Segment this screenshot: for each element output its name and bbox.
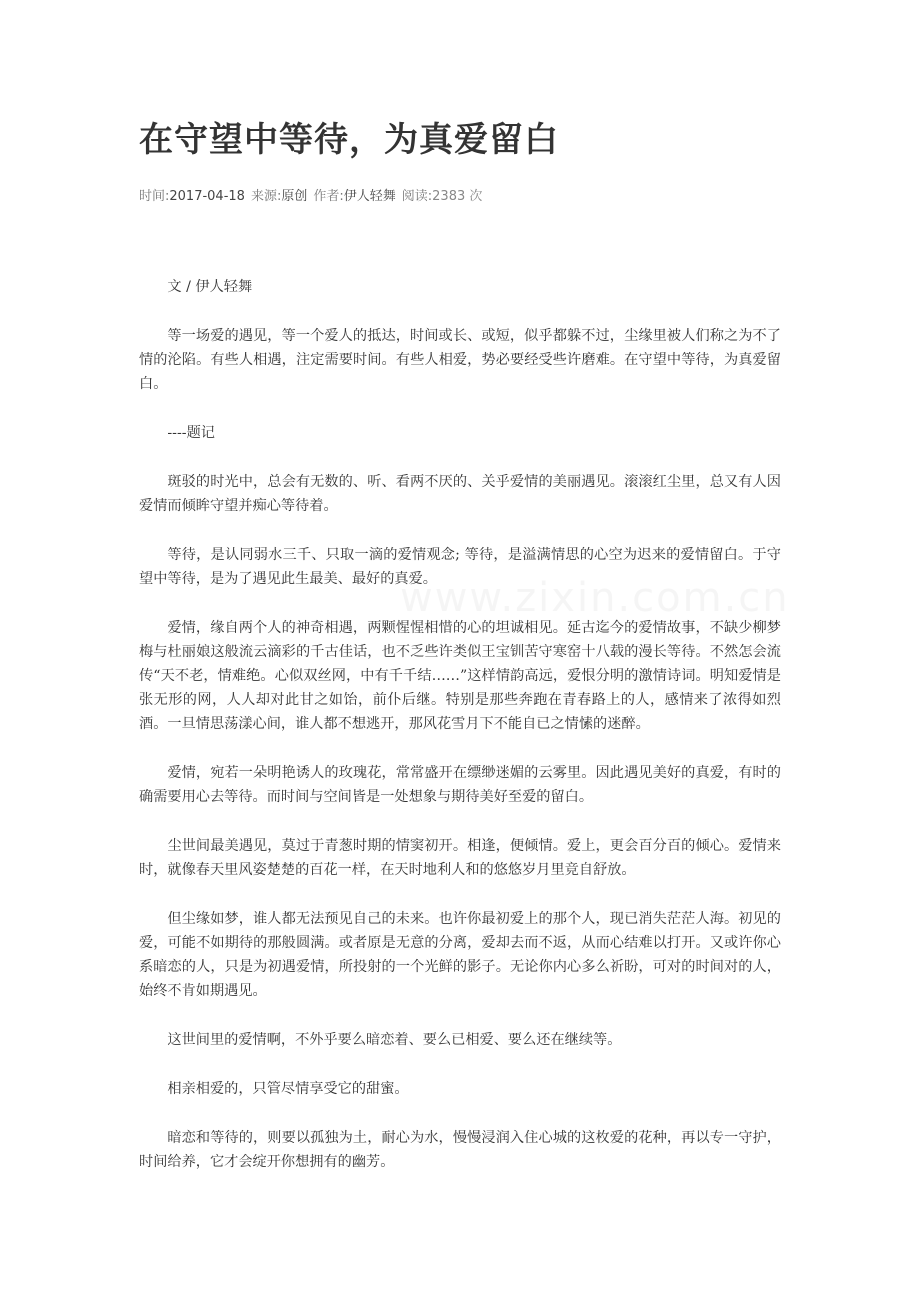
paragraph: 斑驳的时光中，总会有无数的、听、看两不厌的、关乎爱情的美丽遇见。滚滚红尘里，总又有人因爱情而倾眸守望并痴心等待着。	[139, 474, 781, 514]
paragraph: 爱情，缘自两个人的神奇相遇，两颗惺惺相惜的心的坦诚相见。延古迄今的爱情故事，不缺少柳梦梅与杜丽娘这般流云滴彩的千古佳话，也不乏些许类似王宝钏苦守寒窑十八载的漫长等待。不然怎会流传“天不老，情难绝。心似双丝网，中有千千结……”这样情韵高远，爱恨分明的激情诗词。明知爱情是张无形的网，人人却对此甘之如饴，前仆后继。特别是那些奔跑在青春路上的人，感情来了浓得如烈酒。一旦情思荡漾心间，谁人都不想逃开，那风花雪月下不能自已之情愫的迷醉。	[139, 620, 781, 732]
article-body	[139, 275, 781, 1199]
paragraph: 这世间里的爱情啊，不外乎要么暗恋着、要么已相爱、要么还在继续等。	[167, 1032, 622, 1048]
meta-source-label: 来源:	[250, 189, 282, 204]
epigraph-note: ----题记	[167, 425, 215, 441]
watermark: www.zixin.com.cn	[400, 575, 790, 621]
article-meta	[139, 185, 482, 204]
meta-author-label: 作者:	[313, 189, 344, 204]
meta-time-value: 2017-04-18	[169, 189, 245, 204]
paragraph: 但尘缘如梦，谁人都无法预见自己的未来。也许你最初爱上的那个人，现已消失茫茫人海。初见的爱，可能不如期待的那般圆满。或者原是无意的分离，爱却去而不返，从而心结难以打开。又或许你心系暗恋的人，只是为初遇爱情，所投射的一个光鲜的影子。无论你内心多么祈盼，可对的时间对的人，始终不肯如期遇见。	[139, 911, 781, 999]
paragraph: 等一场爱的遇见，等一个爱人的抵达，时间或长、或短，似乎都躲不过，尘缘里被人们称之为不了情的沦陷。有些人相遇，注定需要时间。有些人相爱，势必要经受些许磨难。在守望中等待，为真爱留白。	[139, 328, 781, 392]
meta-source-value: 原创	[281, 189, 308, 204]
paragraph: 相亲相爱的，只管尽情享受它的甜蜜。	[167, 1081, 409, 1097]
meta-reads-label: 阅读:	[401, 189, 433, 204]
article-title: 在守望中等待，为真爱留白	[139, 120, 559, 160]
paragraph: 尘世间最美遇见，莫过于青葱时期的情窦初开。相逢，便倾情。爱上，更会百分百的倾心。爱情来时，就像春天里风姿楚楚的百花一样，在天时地利人和的悠悠岁月里竞自舒放。	[139, 838, 781, 878]
paragraph: 等待，是认同弱水三千、只取一滴的爱情观念; 等待，是溢满情思的心空为迟来的爱情留白。于守望中等待，是为了遇见此生最美、最好的真爱。	[139, 547, 781, 587]
byline: 文 / 伊人轻舞	[167, 279, 253, 295]
paragraph: 暗恋和等待的，则要以孤独为土，耐心为水，慢慢浸润入住心城的这枚爱的花种，再以专一守护，时间给养，它才会绽开你想拥有的幽芳。	[139, 1130, 781, 1170]
meta-reads-value: 2383 次	[432, 189, 483, 204]
meta-time-label: 时间:	[139, 189, 170, 204]
meta-author-value: 伊人轻舞	[343, 189, 396, 204]
paragraph: 爱情，宛若一朵明艳诱人的玫瑰花，常常盛开在缥缈迷媚的云雾里。因此遇见美好的真爱，有时的确需要用心去等待。而时间与空间皆是一处想象与期待美好至爱的留白。	[139, 765, 781, 805]
